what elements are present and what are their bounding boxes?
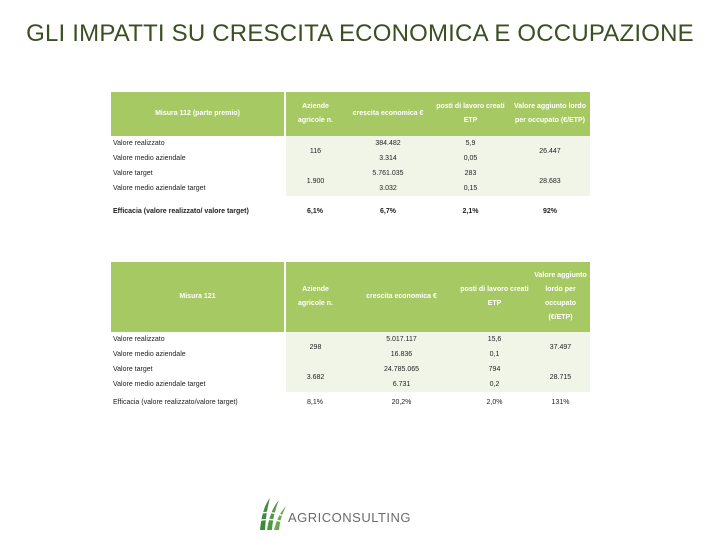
posti-cell: 5,9 xyxy=(431,136,510,151)
row-label: Valore target xyxy=(113,366,153,373)
table-row xyxy=(111,362,590,377)
vao-cell: 37.497 xyxy=(531,332,590,362)
posti-header: posti di lavoro creati ETP xyxy=(431,92,510,136)
table-header-row xyxy=(111,92,590,136)
table-row xyxy=(111,347,590,362)
logo-text: AGRICONSULTING xyxy=(288,510,412,525)
posti-cell: 15,6 xyxy=(458,332,531,347)
crescita-header: crescita economica € xyxy=(345,92,431,136)
table-row xyxy=(111,332,590,347)
vao-cell: 28.683 xyxy=(510,166,590,196)
aziende-cell: 298 xyxy=(285,332,345,362)
posti-cell: 0,1 xyxy=(458,347,531,362)
crescita-cell: 3.032 xyxy=(345,181,431,196)
row-label: Efficacia (valore realizzato/valore target) xyxy=(113,398,238,406)
aziende-header: Aziende agricole n. xyxy=(285,262,345,332)
table-row xyxy=(111,136,590,151)
row-label: Valore medio aziendale xyxy=(113,351,186,358)
table-row xyxy=(111,377,590,392)
row-label: Valore target xyxy=(113,170,153,177)
crescita-cell: 384.482 xyxy=(345,136,431,151)
vao-cell: 28.715 xyxy=(531,362,590,392)
table-misura-112 xyxy=(111,92,590,226)
posti-header: posti di lavoro creati ETP xyxy=(458,262,531,332)
measure-header: Misura 121 xyxy=(111,262,285,332)
row-label: Efficacia (valore realizzato/ valore target) xyxy=(113,207,249,215)
row-label: Valore medio aziendale target xyxy=(113,185,206,192)
vao-header: Valore aggiunto lordo per occupato (€/ETP) xyxy=(510,92,590,136)
crescita-cell: 6.731 xyxy=(345,377,458,392)
page-title: GLI IMPATTI SU CRESCITA ECONOMICA E OCCUPAZIONE xyxy=(26,20,694,47)
posti-cell: 0,05 xyxy=(431,151,510,166)
row-label: Valore medio aziendale xyxy=(113,155,186,162)
aziende-cell: 3.682 xyxy=(285,362,345,392)
posti-cell: 0,15 xyxy=(431,181,510,196)
aziende-header: Aziende agricole n. xyxy=(285,92,345,136)
vao-cell: 26.447 xyxy=(510,136,590,166)
table-row xyxy=(111,166,590,181)
posti-cell: 283 xyxy=(431,166,510,181)
table-header-row xyxy=(111,262,590,332)
posti-cell: 0,2 xyxy=(458,377,531,392)
posti-cell: 2,1% xyxy=(431,196,510,226)
table-row-efficacia xyxy=(111,196,590,226)
crescita-cell: 5.017.117 xyxy=(345,332,458,347)
row-label: Valore realizzato xyxy=(113,336,165,343)
posti-cell: 794 xyxy=(458,362,531,377)
crescita-cell: 20,2% xyxy=(345,392,458,412)
row-label: Valore realizzato xyxy=(113,140,165,147)
crescita-cell: 5.761.035 xyxy=(345,166,431,181)
posti-cell: 2,0% xyxy=(458,392,531,412)
crescita-cell: 3.314 xyxy=(345,151,431,166)
vao-header: Valore aggiunto lordo per occupato (€/ETP) xyxy=(531,262,590,332)
crescita-header: crescita economica € xyxy=(345,262,458,332)
aziende-cell: 8,1% xyxy=(285,392,345,412)
vao-cell: 92% xyxy=(510,196,590,226)
agriconsulting-logo xyxy=(258,496,418,532)
crescita-cell: 6,7% xyxy=(345,196,431,226)
row-label: Valore medio aziendale target xyxy=(113,381,206,388)
crescita-cell: 24.785.065 xyxy=(345,362,458,377)
aziende-cell: 1.900 xyxy=(285,166,345,196)
measure-header: Misura 112 (parte premio) xyxy=(111,92,285,136)
crescita-cell: 16.836 xyxy=(345,347,458,362)
agriconsulting-logo-icon xyxy=(258,496,288,532)
table-misura-121 xyxy=(111,262,590,412)
aziende-cell: 116 xyxy=(285,136,345,166)
aziende-cell: 6,1% xyxy=(285,196,345,226)
vao-cell: 131% xyxy=(531,392,590,412)
table-row-efficacia xyxy=(111,392,590,412)
